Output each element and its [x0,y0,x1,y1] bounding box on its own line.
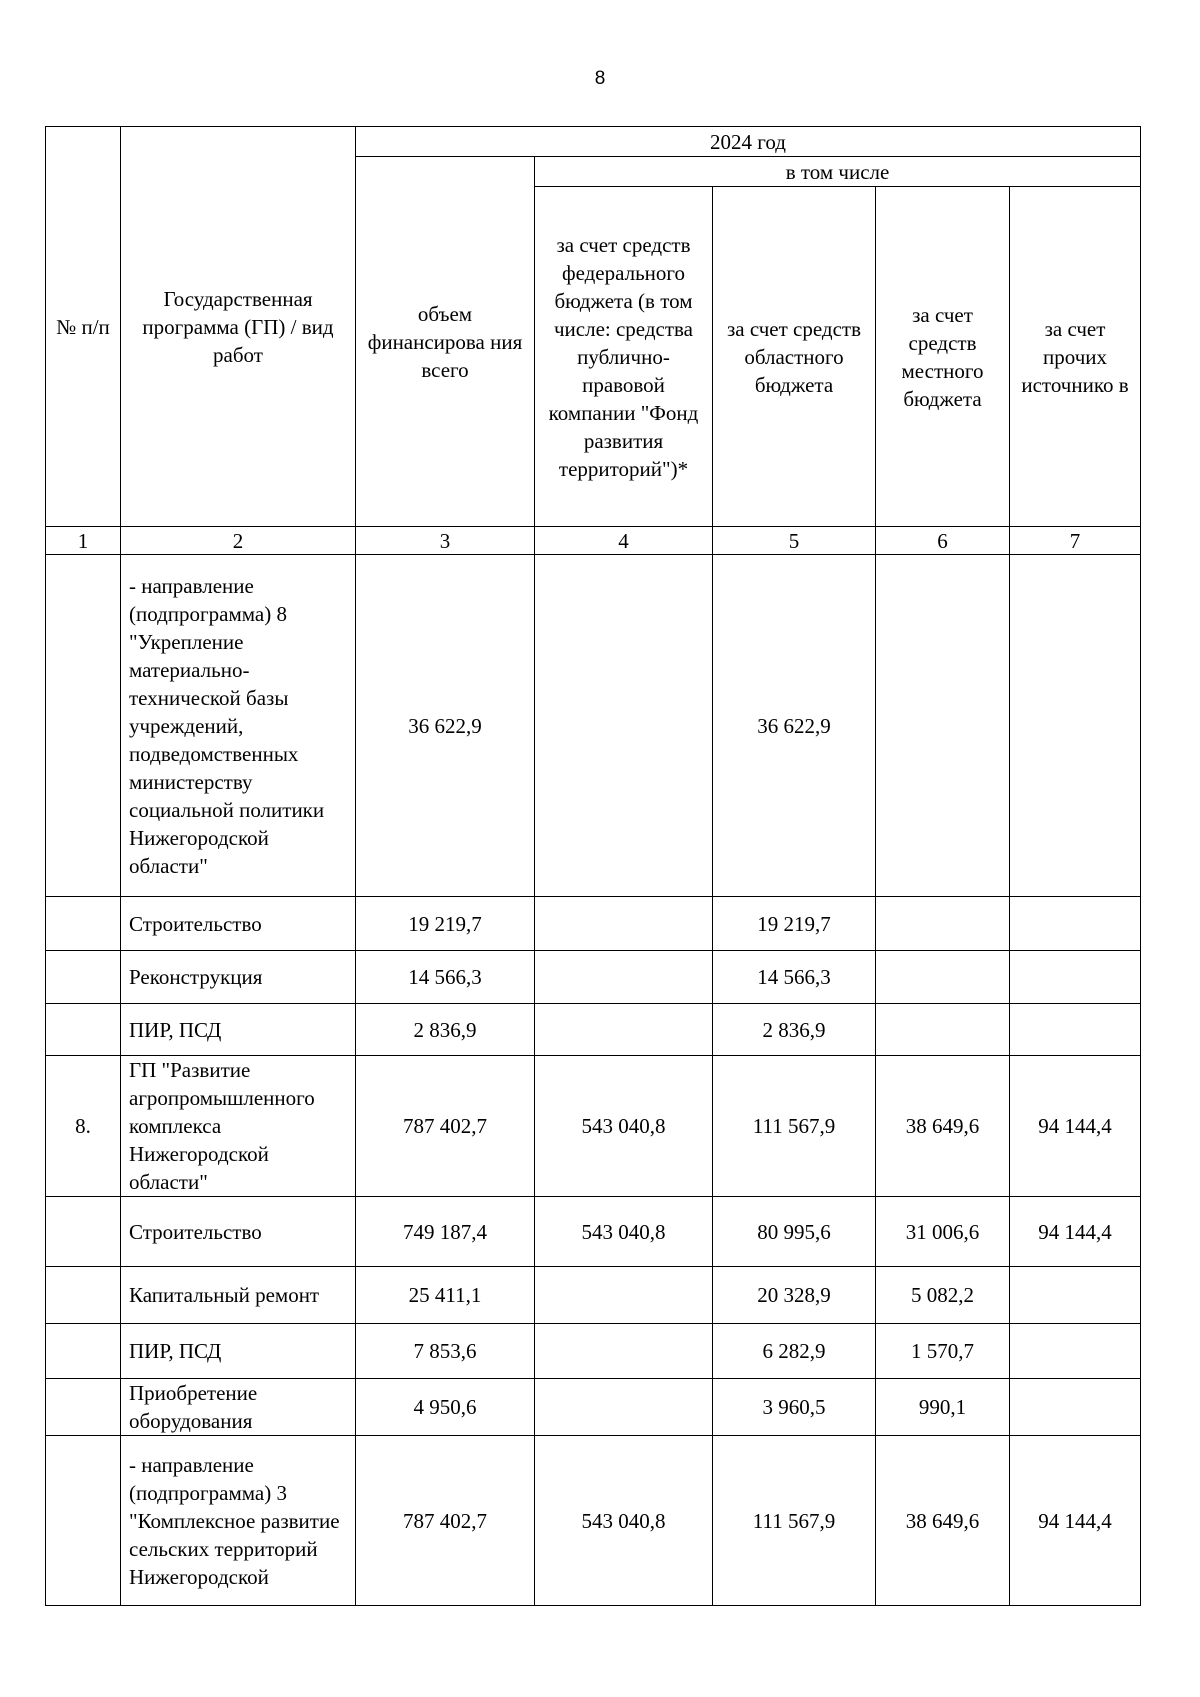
table-row [46,897,1141,951]
row-num [46,951,121,1004]
table-row [46,1004,1141,1056]
cell-regional: 36 622,9 [713,555,876,897]
cell-regional: 14 566,3 [713,951,876,1004]
cell-local: 5 082,2 [876,1267,1010,1324]
table-row [46,1436,1141,1606]
cell-federal [535,1324,713,1379]
header-including: в том числе [535,157,1141,187]
header-col-federal: за счет средств федерального бюджета (в том числе: средства публично-правовой компании "Фонд развития территорий")* [535,187,713,527]
header-year: 2024 год [356,127,1141,157]
cell-other [1010,1267,1141,1324]
row-name: ПИР, ПСД [121,1004,356,1056]
header-col-total: объем финансирова ния всего [356,157,535,527]
cell-total: 19 219,7 [356,897,535,951]
cell-other: 94 144,4 [1010,1436,1141,1606]
table-row [46,1197,1141,1267]
cell-total: 7 853,6 [356,1324,535,1379]
table-row [46,1379,1141,1436]
cell-federal [535,951,713,1004]
cell-local [876,1004,1010,1056]
row-name: Реконструкция [121,951,356,1004]
row-name: Строительство [121,897,356,951]
cell-regional: 111 567,9 [713,1056,876,1197]
row-num [46,555,121,897]
page-number: 8 [594,68,606,89]
column-number: 2 [121,527,356,555]
header-col-num: № п/п [46,127,121,527]
header-col-regional: за счет средств областного бюджета [713,187,876,527]
row-num [46,1267,121,1324]
row-num [46,1197,121,1267]
row-num [46,1379,121,1436]
row-num [46,897,121,951]
row-name: ГП "Развитие агропромышленного комплекса Нижегородской области" [121,1056,356,1197]
row-name: - направление (подпрограмма) 3 "Комплексное развитие сельских территорий Нижегородской [121,1436,356,1606]
table-row [46,951,1141,1004]
cell-local [876,555,1010,897]
column-number: 3 [356,527,535,555]
cell-other: 94 144,4 [1010,1056,1141,1197]
table-row [46,1056,1141,1197]
cell-local [876,951,1010,1004]
cell-other: 94 144,4 [1010,1197,1141,1267]
cell-federal [535,897,713,951]
cell-local: 38 649,6 [876,1436,1010,1606]
cell-other [1010,555,1141,897]
header-col-other: за счет прочих источнико в [1010,187,1141,527]
cell-total: 2 836,9 [356,1004,535,1056]
column-number: 1 [46,527,121,555]
cell-other [1010,897,1141,951]
cell-federal: 543 040,8 [535,1436,713,1606]
cell-federal: 543 040,8 [535,1197,713,1267]
cell-regional: 111 567,9 [713,1436,876,1606]
column-number: 4 [535,527,713,555]
cell-federal [535,1267,713,1324]
cell-regional: 2 836,9 [713,1004,876,1056]
row-name: - направление (подпрограмма) 8 "Укрепление материально-технической базы учреждений, подведомственных министерству социальной политики Нижегородской области" [121,555,356,897]
cell-local: 31 006,6 [876,1197,1010,1267]
cell-total: 4 950,6 [356,1379,535,1436]
cell-federal [535,1004,713,1056]
cell-other [1010,1004,1141,1056]
table-row [46,555,1141,897]
row-num [46,1324,121,1379]
table-row [46,1324,1141,1379]
cell-other [1010,1379,1141,1436]
row-name: ПИР, ПСД [121,1324,356,1379]
column-numbers-row [46,527,1141,555]
row-name: Строительство [121,1197,356,1267]
row-name: Капитальный ремонт [121,1267,356,1324]
header-col-local: за счет средств местного бюджета [876,187,1010,527]
row-num [46,1436,121,1606]
row-name: Приобретение оборудования [121,1379,356,1436]
cell-regional: 19 219,7 [713,897,876,951]
cell-total: 787 402,7 [356,1436,535,1606]
row-num: 8. [46,1056,121,1197]
cell-total: 25 411,1 [356,1267,535,1324]
cell-total: 36 622,9 [356,555,535,897]
cell-total: 14 566,3 [356,951,535,1004]
column-number: 5 [713,527,876,555]
table-header [46,127,1141,555]
cell-local: 990,1 [876,1379,1010,1436]
column-number: 7 [1010,527,1141,555]
table-row [46,1267,1141,1324]
budget-table [45,126,1141,1606]
header-col-program: Государственная программа (ГП) / вид работ [121,127,356,527]
cell-total: 749 187,4 [356,1197,535,1267]
cell-local [876,897,1010,951]
cell-federal [535,555,713,897]
cell-regional: 3 960,5 [713,1379,876,1436]
cell-other [1010,951,1141,1004]
cell-local: 1 570,7 [876,1324,1010,1379]
cell-federal [535,1379,713,1436]
cell-local: 38 649,6 [876,1056,1010,1197]
cell-total: 787 402,7 [356,1056,535,1197]
cell-regional: 20 328,9 [713,1267,876,1324]
cell-federal: 543 040,8 [535,1056,713,1197]
column-number: 6 [876,527,1010,555]
cell-regional: 80 995,6 [713,1197,876,1267]
row-num [46,1004,121,1056]
cell-other [1010,1324,1141,1379]
cell-regional: 6 282,9 [713,1324,876,1379]
table-body [46,555,1141,1606]
